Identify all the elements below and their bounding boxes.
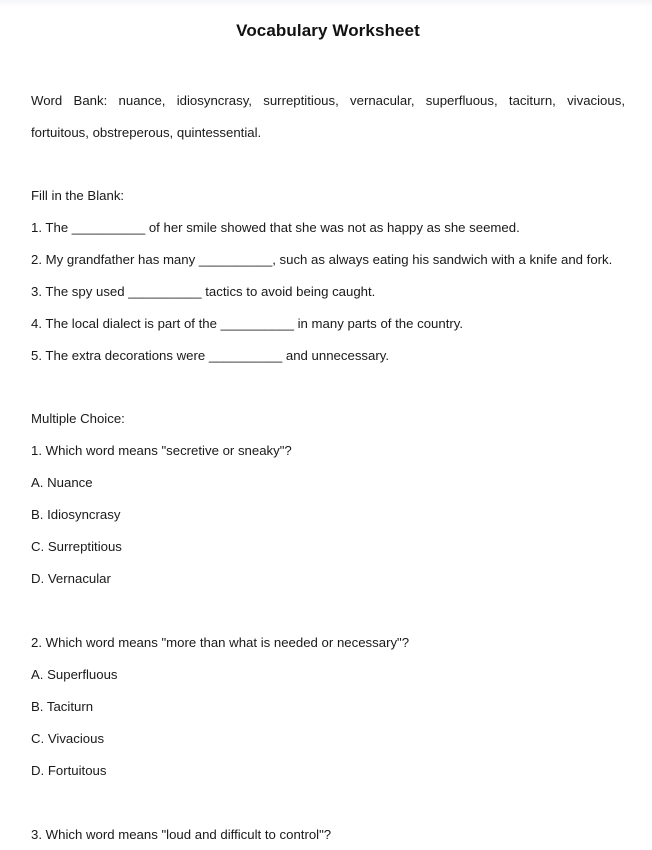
mc-question-2-choice-c[interactable]: C. Vivacious (31, 731, 105, 747)
mc-question-1-choice-d[interactable]: D. Vernacular (31, 571, 111, 587)
multiple-choice-question-1 (31, 435, 625, 595)
mc-question-1-choice-b[interactable]: B. Idiosyncrasy (31, 507, 121, 523)
mc-question-2-prompt: 2. Which word means "more than what is needed or necessary"? (31, 635, 410, 651)
mc-question-3-prompt: 3. Which word means "loud and difficult to control"? (31, 827, 332, 843)
mc-question-1-choice-a[interactable]: A. Nuance (31, 475, 93, 491)
fill-in-blank-item-4: 4. The local dialect is part of the __________ in many parts of the country. (31, 316, 464, 332)
section-heading-fill-in-the-blank: Fill in the Blank: (31, 188, 125, 204)
multiple-choice-question-2 (31, 595, 625, 787)
multiple-choice-question-3 (31, 787, 625, 850)
word-bank-paragraph: Word Bank: nuance, idiosyncrasy, surreptitious, vernacular, superfluous, taciturn, vivacious, fortuitous, obstreperous, quintessential. (31, 93, 625, 141)
mc-question-1-choice-c[interactable]: C. Surreptitious (31, 539, 122, 555)
section-heading-multiple-choice: Multiple Choice: (31, 411, 125, 427)
fill-in-blank-item-2: 2. My grandfather has many __________, such as always eating his sandwich with a knife and fork. (31, 252, 613, 268)
fill-in-blank-item-5: 5. The extra decorations were __________ and unnecessary. (31, 348, 390, 364)
mc-question-2-choice-b[interactable]: B. Taciturn (31, 699, 94, 715)
page-title: Vocabulary Worksheet (236, 21, 420, 40)
mc-question-2-choice-d[interactable]: D. Fortuitous (31, 763, 107, 779)
fill-in-blank-item-3: 3. The spy used __________ tactics to avoid being caught. (31, 284, 376, 300)
mc-question-2-choice-a[interactable]: A. Superfluous (31, 667, 118, 683)
mc-question-1-prompt: 1. Which word means "secretive or sneaky"? (31, 443, 292, 459)
fill-in-blank-item-1: 1. The __________ of her smile showed that she was not as happy as she seemed. (31, 220, 520, 236)
